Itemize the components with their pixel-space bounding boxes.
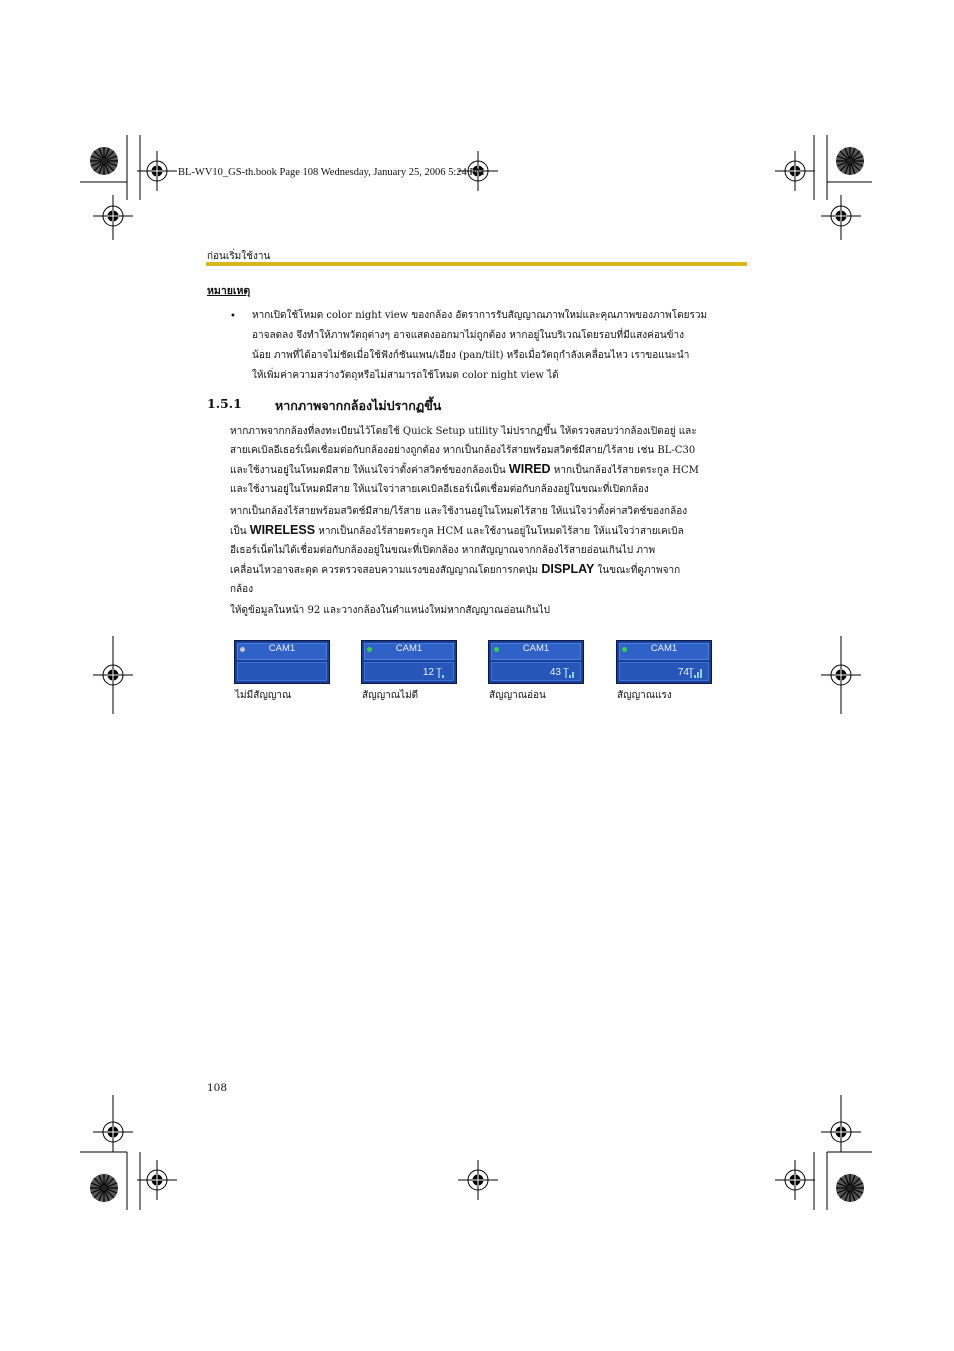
note-body [252, 306, 752, 386]
page-number: 108 [207, 1082, 228, 1094]
para1-line: หากภาพจากกล้องที่ลงทะเบียนไว้โดยใช้ Quick Setup utility ไม่ปรากฏขึ้น ให้ตรวจสอบว่ากล้องเปิดอยู่ และ [230, 426, 697, 437]
signal-strength-icon [436, 668, 448, 678]
wireless-switch-label: WIRELESS [249, 523, 316, 537]
signal-value: 74 [677, 667, 689, 678]
note-line: ให้เพิ่มค่าความสว่างวัตถุหรือไม่สามารถใช้โหมด color night view ได้ [252, 370, 559, 381]
signal-value: 12 [422, 667, 434, 678]
para2-line: เคลื่อนไหวอาจสะดุด ควรตรวจสอบความแรงของสัญญาณโดยการกดปุ่ม DISPLAY ในขณะที่ดูภาพจาก [230, 562, 681, 576]
note-line: น้อย ภาพที่ได้อาจไม่ชัดเมื่อใช้ฟังก์ชันแพน/เอียง (pan/tilt) หรือเมื่อวัตถุกำลังเคลื่อนไหว เราขอแนะนำ [252, 350, 690, 361]
para2-line: เป็น WIRELESS หากเป็นกล้องไร้สายตระกูล HCM และใช้งานอยู่ในโหมดไร้สาย ให้แน่ใจว่าสายเคเบิล [230, 523, 684, 537]
camera-label: CAM1 [522, 643, 550, 654]
note-line: หากเปิดใช้โหมด color night view ของกล้อง อัตราการรับสัญญาณภาพใหม่และคุณภาพของภาพโดยรวม [252, 310, 708, 321]
paragraph-2 [230, 502, 750, 599]
signal-panel-none [234, 640, 330, 684]
camera-label: CAM1 [650, 643, 678, 654]
note-line: อาจลดลง จึงทำให้ภาพวัตถุต่างๆ อาจแสดงออกมาไม่ถูกต้อง หากอยู่ในบริเวณโดยรอบที่มีแสงค่อนข้าง [252, 330, 684, 341]
signal-strength-icon [688, 668, 703, 678]
para1-line: สายเคเบิลอีเธอร์เน็ตเชื่อมต่อกับกล้องอย่างถูกต้อง หากเป็นกล้องไร้สายพร้อมสวิตช์มีสาย/ไร้สาย เช่น BL-C30 [230, 445, 696, 456]
para2-line: กล้อง [230, 584, 254, 595]
camera-label: CAM1 [268, 643, 296, 654]
para3-line: ให้ดูข้อมูลในหน้า 92 และวางกล้องในตำแหน่งใหม่หากสัญญาณอ่อนเกินไป [230, 605, 550, 616]
para2-line: อีเธอร์เน็ตไม่ได้เชื่อมต่อกับกล้องอยู่ในขณะที่เปิดกล้อง หากสัญญาณจากกล้องไร้สายอ่อนเกินไป ภาพ [230, 545, 656, 556]
caption-strong-signal: สัญญาณแรง [617, 690, 672, 701]
signal-panel-poor [361, 640, 457, 684]
section-number: 1.5.1 [207, 396, 242, 411]
file-header: BL-WV10_GS-th.book Page 108 Wednesday, January 25, 2006 5:24 PM [178, 167, 485, 178]
para1-line: และใช้งานอยู่ในโหมดมีสาย ให้แน่ใจว่าตั้งค่าสวิตช์ของกล้องเป็น WIRED หากเป็นกล้องไร้สายตระกูล HCM [230, 462, 699, 476]
caption-weak-signal: สัญญาณอ่อน [489, 690, 546, 701]
paragraph-1 [230, 422, 750, 499]
caption-no-signal: ไม่มีสัญญาณ [235, 690, 292, 701]
para1-line: และใช้งานอยู่ในโหมดมีสาย ให้แน่ใจว่าสายเคเบิลอีเธอร์เน็ตเชื่อมต่อกับกล้องอยู่ในขณะที่เปิดกล้อง [230, 484, 649, 495]
note-title: หมายเหตุ [207, 285, 251, 297]
wired-switch-label: WIRED [508, 462, 551, 476]
camera-label: CAM1 [395, 643, 423, 654]
section-title: หากภาพจากกล้องไม่ปรากฏขึ้น [275, 398, 442, 413]
running-head: ก่อนเริ่มใช้งาน [207, 251, 271, 262]
note-bullet: • [230, 311, 236, 322]
signal-value: 43 [549, 667, 561, 678]
caption-poor-signal: สัญญาณไม่ดี [362, 690, 419, 701]
signal-strength-icon [563, 668, 575, 678]
display-button-label: DISPLAY [541, 562, 595, 576]
paragraph-3 [230, 601, 750, 620]
signal-panel-strong [616, 640, 712, 684]
header-rule [206, 262, 747, 266]
signal-panel-weak [488, 640, 584, 684]
para2-line: หากเป็นกล้องไร้สายพร้อมสวิตช์มีสาย/ไร้สาย และใช้งานอยู่ในโหมดไร้สาย ให้แน่ใจว่าตั้งค่าสวิตช์ของกล้อง [230, 506, 688, 517]
